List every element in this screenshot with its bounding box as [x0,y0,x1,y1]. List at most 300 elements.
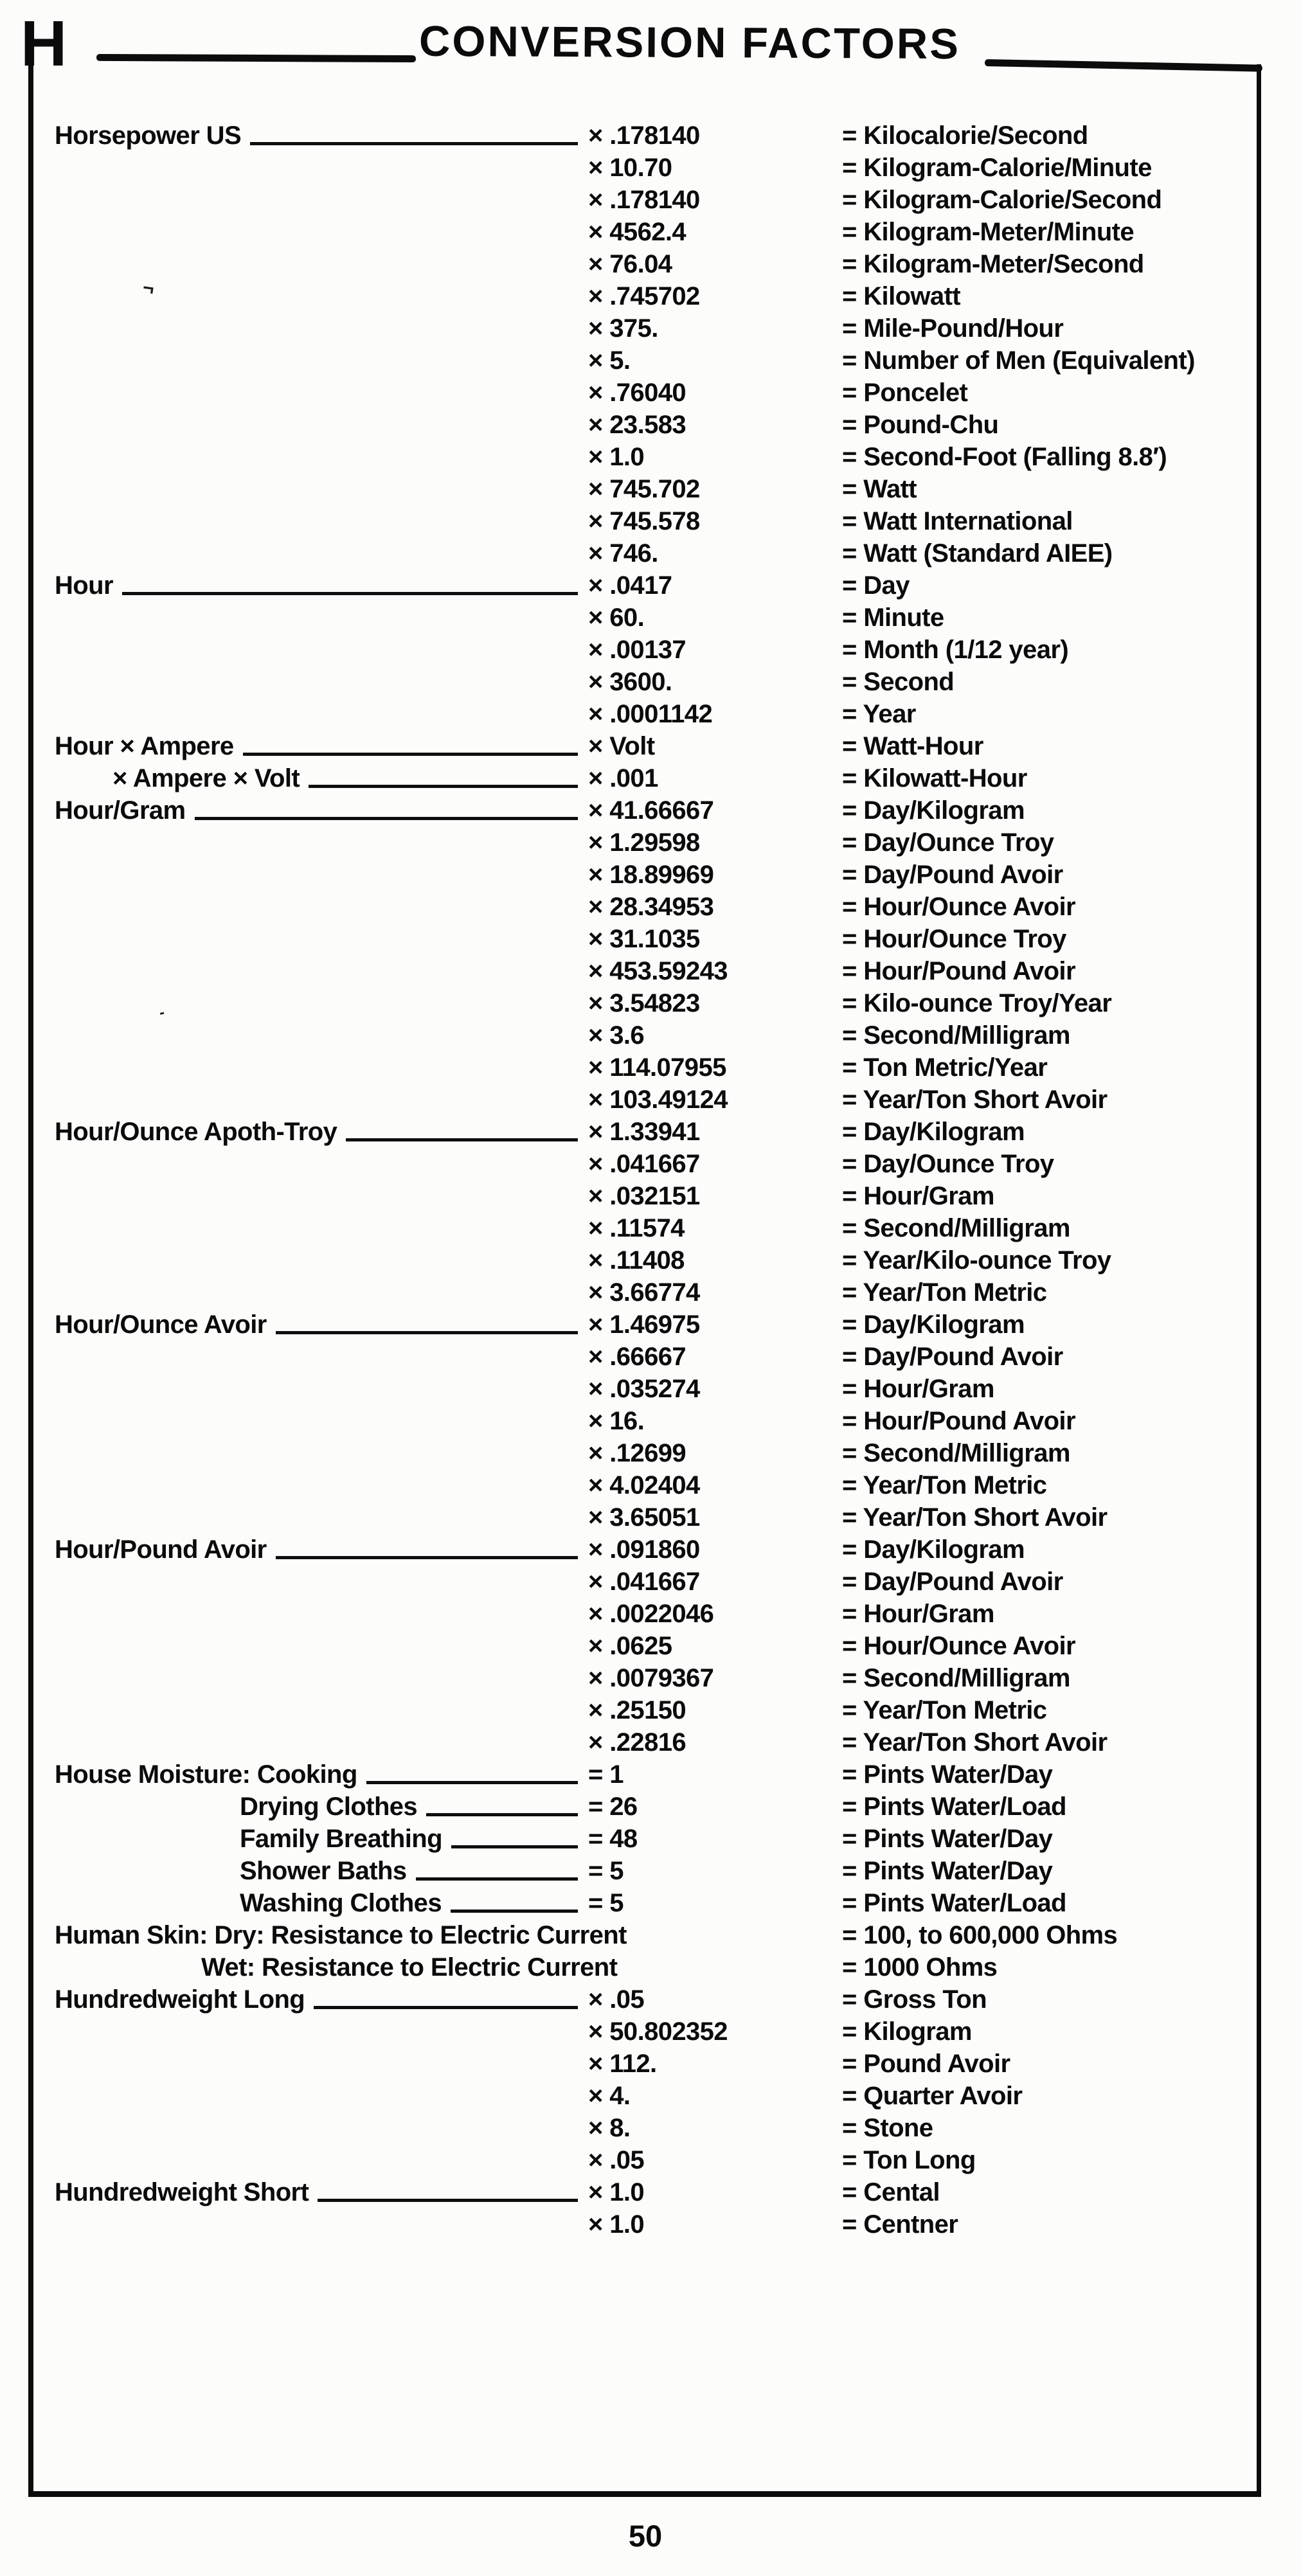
table-row [55,1341,1257,1373]
result-unit: = Day/Kilogram [842,1535,1025,1564]
label-cell [55,537,588,569]
table-row [55,1823,1257,1855]
label-cell [55,120,588,152]
leader-line [416,1877,578,1881]
label-cell [55,2048,588,2080]
label-cell [55,1469,588,1501]
factor-value: × .745702 [588,282,700,310]
factor-value: × 453.59243 [588,957,728,985]
conversion-table-frame [28,64,1261,2497]
label-cell [55,152,588,184]
label-cell [55,955,588,987]
table-row [55,1405,1257,1437]
result-unit: = Number of Men (Equivalent) [842,346,1195,375]
table-row [55,1887,1257,1919]
table-row [55,248,1257,280]
label-cell [55,1501,588,1534]
unit-label: Hour [55,571,113,600]
result-unit: = Kilogram-Calorie/Second [842,186,1162,214]
label-cell [55,216,588,248]
factor-value: × 8. [588,2114,631,2142]
label-cell [55,1919,627,1951]
factor-value: × 4562.4 [588,218,686,246]
result-unit: = Ton Long [842,2146,976,2174]
factor-value: × 4. [588,2082,631,2110]
label-cell [55,1758,588,1791]
result-unit: = Day/Kilogram [842,1118,1025,1146]
label-cell [55,730,588,762]
leader-line [243,753,578,756]
table-row [55,1662,1257,1694]
result-unit: = Gross Ton [842,1985,987,2014]
label-cell [55,1084,588,1116]
label-cell [55,1791,588,1823]
result-unit: = Poncelet [842,379,968,407]
table-row [55,152,1257,184]
factor-value: × 3.66774 [588,1278,700,1307]
result-unit: = Kilogram-Meter/Second [842,250,1144,278]
result-unit: = Year/Ton Short Avoir [842,1728,1108,1757]
result-unit: = Day/Kilogram [842,1310,1025,1339]
table-row [55,537,1257,569]
unit-label: Hour/Ounce Apoth-Troy [55,1118,337,1146]
factor-value: × 3.65051 [588,1503,700,1532]
label-cell [55,602,588,634]
factor-value: × .12699 [588,1439,686,1467]
label-cell [55,1405,588,1437]
label-cell [55,441,588,473]
table-row [55,1212,1257,1244]
result-unit: = Year/Ton Metric [842,1471,1047,1499]
result-unit: = Year [842,700,916,728]
table-row [55,1084,1257,1116]
factor-value: × 4.02404 [588,1471,700,1499]
result-unit: = Kilowatt [842,282,961,310]
table-row [55,1019,1257,1051]
unit-label: Hour/Gram [55,796,186,825]
factor-value: = 1 [588,1760,624,1789]
factor-value: × 50.802352 [588,2017,728,2046]
factor-value: × .041667 [588,1150,700,1178]
label-cell [55,1951,618,1983]
result-unit: = Day/Ounce Troy [842,1150,1054,1178]
label-cell [55,2080,588,2112]
result-unit: = Pints Water/Load [842,1793,1066,1821]
label-cell [55,1630,588,1662]
table-row [55,2112,1257,2144]
label-cell [55,248,588,280]
label-cell [55,2112,588,2144]
table-row [55,1758,1257,1791]
label-cell [55,1855,588,1887]
table-row [55,634,1257,666]
label-cell [55,1212,588,1244]
label-cell [55,666,588,698]
result-unit: = Pints Water/Day [842,1857,1053,1885]
table-row [55,827,1257,859]
leader-line [426,1813,578,1816]
label-cell [55,377,588,409]
factor-value: × 41.66667 [588,796,714,825]
label-cell [55,184,588,216]
leader-line [276,1331,578,1334]
table-row [55,794,1257,827]
result-unit: = Watt [842,475,917,503]
result-unit: = Kilo-ounce Troy/Year [842,989,1112,1017]
unit-label: Horsepower US [55,121,242,150]
table-row [55,2048,1257,2080]
table-row [55,505,1257,537]
leader-line [451,1845,578,1848]
factor-value: = 26 [588,1793,638,1821]
table-row [55,473,1257,505]
label-cell [55,1276,588,1309]
result-unit: = Year/Ton Metric [842,1278,1047,1307]
factor-value: × .0079367 [588,1664,714,1692]
label-cell [55,473,588,505]
label-cell [55,1566,588,1598]
label-cell [55,280,588,312]
page-title: CONVERSION FACTORS [418,17,961,69]
label-cell [55,1598,588,1630]
table-row [55,698,1257,730]
result-unit: = Pints Water/Day [842,1760,1053,1789]
label-cell [55,1823,588,1855]
label-cell [55,1694,588,1726]
factor-value: × 745.702 [588,475,700,503]
table-row [55,2144,1257,2176]
table-row [55,762,1257,794]
label-cell [55,1726,588,1758]
table-row [55,1566,1257,1598]
result-unit: = Year/Ton Metric [842,1696,1047,1724]
result-unit: = Kilowatt-Hour [842,764,1027,792]
factor-value: × .22816 [588,1728,686,1757]
result-unit: = Pound-Chu [842,411,999,439]
factor-value: × .035274 [588,1375,700,1403]
unit-label: Drying Clothes [240,1793,418,1821]
leader-line [250,142,578,145]
result-unit: = Kilocalorie/Second [842,121,1088,150]
table-row [55,2176,1257,2208]
table-row [55,441,1257,473]
result-unit: = Day/Ounce Troy [842,828,1054,857]
factor-value [588,1951,842,1983]
label-cell [55,634,588,666]
table-row [55,1244,1257,1276]
label-cell [55,1244,588,1276]
factor-value: × 3600. [588,668,672,696]
label-cell [55,2176,588,2208]
label-cell [55,1180,588,1212]
result-unit: = Kilogram-Meter/Minute [842,218,1135,246]
label-cell [55,344,588,377]
factor-value: × .11574 [588,1214,685,1242]
factor-value: × .0417 [588,571,672,600]
label-cell [55,1341,588,1373]
label-cell [55,1019,588,1051]
factor-value: × 23.583 [588,411,686,439]
table-row [55,1276,1257,1309]
unit-label: Hundredweight Long [55,1985,305,2014]
result-unit: = Second-Foot (Falling 8.8′) [842,443,1167,471]
table-row [55,569,1257,602]
label-cell [55,1887,588,1919]
unit-label: Hundredweight Short [55,2178,309,2206]
result-unit: = Month (1/12 year) [842,636,1069,664]
result-unit: = Quarter Avoir [842,2082,1023,2110]
factor-value: × .032151 [588,1182,700,1210]
factor-value: × 3.54823 [588,989,700,1017]
result-unit: = Second/Milligram [842,1214,1070,1242]
label-cell [55,1534,588,1566]
factor-value: × 103.49124 [588,1086,728,1114]
factor-value: × 10.70 [588,154,672,182]
factor-value: × 1.33941 [588,1118,700,1146]
table-row [55,1309,1257,1341]
table-row [55,2080,1257,2112]
factor-value: × .041667 [588,1568,700,1596]
factor-value: × 746. [588,539,658,568]
label-cell [55,409,588,441]
table-row [55,1534,1257,1566]
table-row [55,1919,1257,1951]
result-unit: = Watt-Hour [842,732,983,760]
factor-value: × 76.04 [588,250,672,278]
leader-line [366,1781,578,1784]
leader-line [122,592,578,595]
table-row [55,1051,1257,1084]
unit-label: Shower Baths [240,1857,407,1885]
result-unit: = Day/Pound Avoir [842,1343,1063,1371]
table-row [55,923,1257,955]
result-unit: = Year/Ton Short Avoir [842,1086,1108,1114]
result-unit: = Kilogram-Calorie/Minute [842,154,1152,182]
factor-value: × 375. [588,314,658,343]
label-cell [55,698,588,730]
table-row [55,1437,1257,1469]
result-unit: = Centner [842,2210,958,2239]
table-row [55,1694,1257,1726]
factor-value: × 1.0 [588,2178,645,2206]
factor-value: × .66667 [588,1343,686,1371]
table-row [55,312,1257,344]
table-row [55,1116,1257,1148]
result-unit: = Mile-Pound/Hour [842,314,1064,343]
table-row [55,1148,1257,1180]
factor-value [588,1919,842,1951]
label-cell [55,1373,588,1405]
result-unit: = Day/Pound Avoir [842,1568,1063,1596]
unit-label: House Moisture: Cooking [55,1760,357,1789]
label-cell [55,1148,588,1180]
table-row [55,1791,1257,1823]
label-cell [55,762,588,794]
table-row [55,987,1257,1019]
result-unit: = Hour/Ounce Troy [842,925,1066,953]
label-cell [55,1051,588,1084]
factor-value: × .0001142 [588,700,713,728]
result-unit: = Day [842,571,910,600]
conversion-table [33,64,1257,2241]
factor-value: × .76040 [588,379,686,407]
table-row [55,120,1257,152]
scan-mark: ¬ [141,276,156,300]
factor-value: = 5 [588,1889,624,1917]
label-cell [55,859,588,891]
leader-line [309,785,578,788]
result-unit: = Watt (Standard AIEE) [842,539,1113,568]
label-cell [55,1116,588,1148]
unit-label: × Ampere × Volt [112,764,300,792]
label-cell [55,1309,588,1341]
result-unit: = Second/Milligram [842,1439,1070,1467]
factor-value: × .001 [588,764,658,792]
factor-value: × 60. [588,604,645,632]
table-row [55,602,1257,634]
table-row [55,1726,1257,1758]
unit-label: Hour × Ampere [55,732,234,760]
label-cell [55,794,588,827]
factor-value: × 745.578 [588,507,700,535]
factor-value: × 112. [588,2050,657,2078]
factor-value: × .05 [588,2146,645,2174]
table-row [55,344,1257,377]
label-cell [55,891,588,923]
result-unit: = 100, to 600,000 Ohms [842,1921,1118,1949]
table-row [55,1598,1257,1630]
factor-value: = 48 [588,1825,638,1853]
result-unit: = Hour/Ounce Avoir [842,1632,1075,1660]
result-unit: = Kilogram [842,2017,972,2046]
result-unit: = Year/Ton Short Avoir [842,1503,1108,1532]
label-cell [55,2144,588,2176]
result-unit: = Pints Water/Load [842,1889,1066,1917]
factor-value: × 28.34953 [588,893,714,921]
factor-value: × 114.07955 [588,1053,726,1082]
result-unit: = Ton Metric/Year [842,1053,1048,1082]
table-row [55,1180,1257,1212]
label-cell [55,827,588,859]
result-unit: = Cental [842,2178,940,2206]
result-unit: = Stone [842,2114,933,2142]
table-row [55,1951,1257,1983]
leader-line [318,2199,578,2202]
label-cell [55,1437,588,1469]
result-unit: = Watt International [842,507,1073,535]
table-row [55,666,1257,698]
label-cell [55,569,588,602]
factor-value: × 16. [588,1407,645,1435]
table-row [55,1983,1257,2016]
factor-value: × 1.29598 [588,828,700,857]
factor-value: × .25150 [588,1696,686,1724]
page-number: 50 [628,2519,663,2553]
table-row [55,184,1257,216]
factor-value: × .05 [588,1985,645,2014]
factor-value: = 5 [588,1857,624,1885]
leader-line [195,817,578,820]
factor-value: × .0625 [588,1632,672,1660]
label-cell [55,987,588,1019]
result-unit: = Minute [842,604,944,632]
label-cell [55,2208,588,2241]
table-row [55,955,1257,987]
unit-label: Human Skin: Dry: Resistance to Electric Current [55,1921,627,1949]
factor-value: × 5. [588,346,631,375]
table-row [55,409,1257,441]
table-row [55,891,1257,923]
result-unit: = Pints Water/Day [842,1825,1053,1853]
table-row [55,859,1257,891]
result-unit: = Hour/Gram [842,1375,994,1403]
result-unit: = Hour/Pound Avoir [842,1407,1075,1435]
label-cell [55,505,588,537]
label-cell [55,1662,588,1694]
factor-value: × .091860 [588,1535,700,1564]
label-cell [55,1983,588,2016]
unit-label: Family Breathing [240,1825,442,1853]
label-cell [55,923,588,955]
result-unit: = Hour/Ounce Avoir [842,893,1075,921]
unit-label: Washing Clothes [240,1889,442,1917]
result-unit: = Second [842,668,955,696]
table-row [55,280,1257,312]
factor-value: × .178140 [588,186,700,214]
factor-value: × 1.0 [588,443,645,471]
result-unit: = Hour/Pound Avoir [842,957,1075,985]
factor-value: × 1.46975 [588,1310,700,1339]
factor-value: × .178140 [588,121,700,150]
leader-line [451,1910,578,1913]
header-rule-left [96,54,416,62]
leader-line [346,1138,578,1141]
unit-label: Wet: Resistance to Electric Current [201,1953,618,1981]
result-unit: = Day/Pound Avoir [842,861,1063,889]
factor-value: × 1.0 [588,2210,645,2239]
result-unit: = Pound Avoir [842,2050,1010,2078]
table-row [55,1469,1257,1501]
section-letter: H [21,8,66,80]
unit-label: Hour/Pound Avoir [55,1535,267,1564]
factor-value: × Volt [588,732,655,760]
table-row [55,1630,1257,1662]
leader-line [314,2006,578,2009]
result-unit: = Year/Kilo-ounce Troy [842,1246,1111,1275]
scan-mark: - [157,1003,167,1022]
table-row [55,2016,1257,2048]
factor-value: × .11408 [588,1246,685,1275]
table-row [55,216,1257,248]
result-unit: = 1000 Ohms [842,1953,998,1981]
factor-value: × .0022046 [588,1600,714,1628]
label-cell [55,2016,588,2048]
factor-value: × 3.6 [588,1021,645,1050]
factor-value: × 18.89969 [588,861,714,889]
table-row [55,1373,1257,1405]
leader-line [276,1556,578,1559]
result-unit: = Day/Kilogram [842,796,1025,825]
result-unit: = Second/Milligram [842,1664,1070,1692]
result-unit: = Second/Milligram [842,1021,1070,1050]
label-cell [55,312,588,344]
table-row [55,2208,1257,2241]
result-unit: = Hour/Gram [842,1600,994,1628]
table-row [55,1501,1257,1534]
factor-value: × 31.1035 [588,925,700,953]
result-unit: = Hour/Gram [842,1182,994,1210]
table-row [55,377,1257,409]
